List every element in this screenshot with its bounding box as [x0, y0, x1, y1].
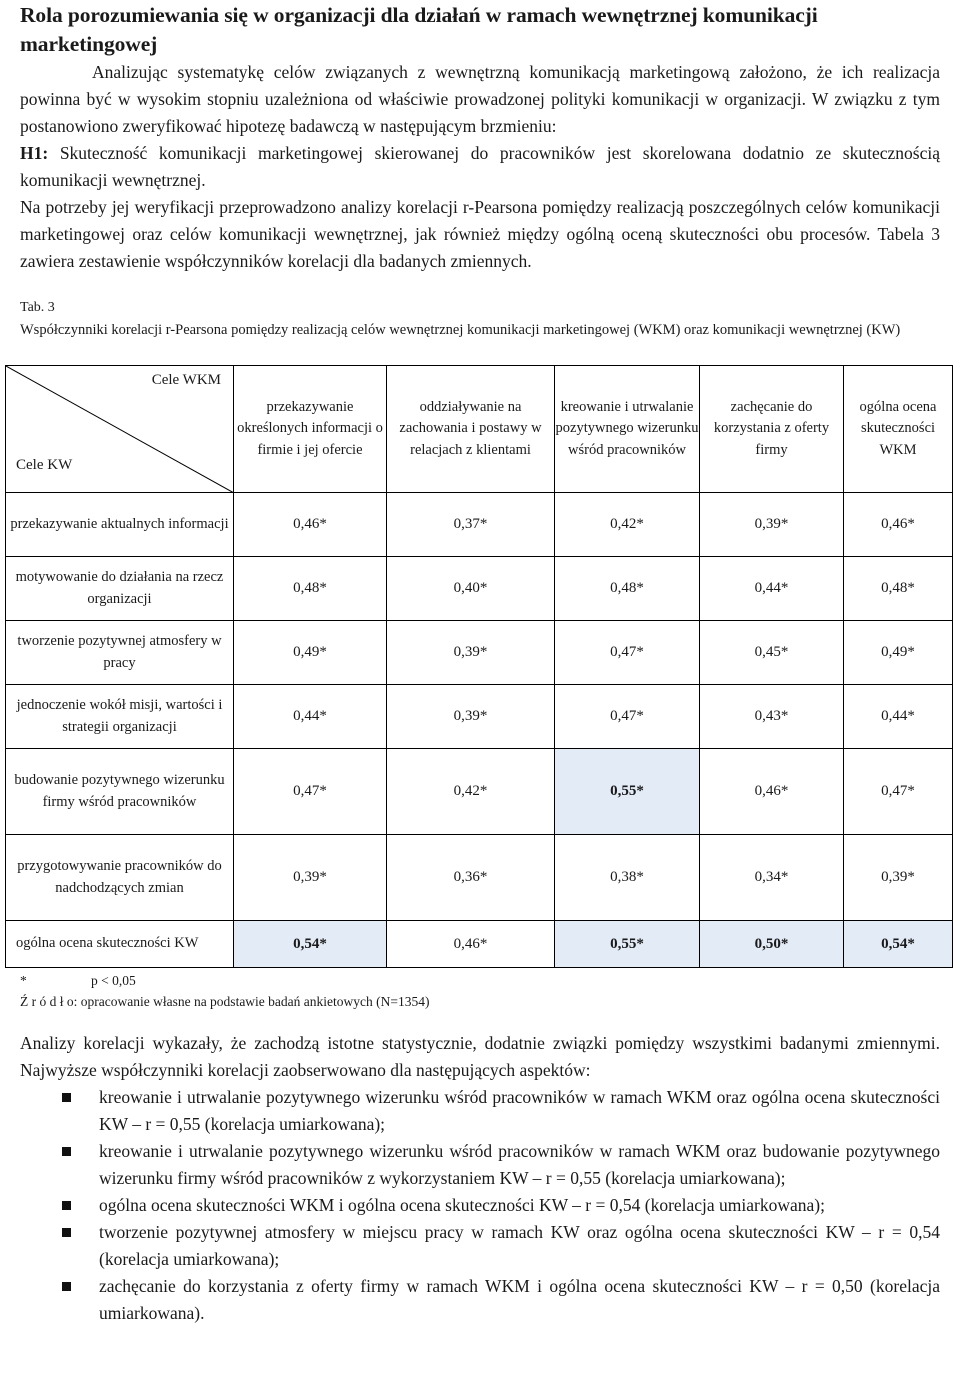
- table-cell: 0,47*: [555, 621, 700, 685]
- row-header: ogólna ocena skuteczności KW: [6, 921, 234, 968]
- list-item-text: ogólna ocena skuteczności WKM i ogólna ocena skuteczności KW – r = 0,54 (korelacja umiarkowana);: [99, 1195, 825, 1215]
- corner-label-kw: Cele KW: [16, 457, 73, 473]
- conclusion-paragraph: Analizy korelacji wykazały, że zachodzą istotne statystycznie, dodatnie związki pomiędzy wszystkimi badanymi zmiennymi. Najwyższe współczynniki korelacji zaobserwowano dla następujących aspektów:: [20, 1033, 940, 1080]
- table-cell: 0,47*: [844, 749, 953, 835]
- note-star: *: [20, 973, 27, 988]
- list-item-text: kreowanie i utrwalanie pozytywnego wizerunku wśród pracowników w ramach WKM oraz ogólna ocena skuteczności KW – r = 0,55 (korelacja umiarkowana);: [99, 1087, 940, 1134]
- hypothesis-text: Skuteczność komunikacji marketingowej skierowanej do pracowników jest skorelowana dodatnio ze skutecznością komunikacji wewnętrznej.: [20, 143, 940, 190]
- bullet-square-icon: [62, 1147, 71, 1156]
- table-cell: 0,48*: [234, 557, 387, 621]
- conclusion-section: [20, 1030, 940, 1327]
- table-cell: 0,49*: [234, 621, 387, 685]
- table-row: [6, 685, 953, 749]
- table-cell: 0,42*: [387, 749, 555, 835]
- table-cell: 0,46*: [844, 493, 953, 557]
- table-cell: 0,38*: [555, 835, 700, 921]
- table-cell: 0,44*: [700, 557, 844, 621]
- table-row: [6, 749, 953, 835]
- table-cell: 0,40*: [387, 557, 555, 621]
- significance-note: [20, 970, 430, 991]
- column-header: zachęcanie do korzystania z oferty firmy: [700, 366, 844, 493]
- list-item: [20, 1084, 940, 1138]
- row-header: przekazywanie aktualnych informacji: [6, 493, 234, 557]
- note-text: p < 0,05: [91, 973, 136, 988]
- table-cell: 0,44*: [844, 685, 953, 749]
- table-header-row: [6, 366, 953, 493]
- method-paragraph: Na potrzeby jej weryfikacji przeprowadzono analizy korelacji r-Pearsona pomiędzy realizacją poszczególnych celów komunikacji marketingowej oraz celów komunikacji wewnętrznej, jak również między ogólną oceną skuteczności obu procesów. Tabela 3 zawiera zestawienie współczynników korelacji dla badanych zmiennych.: [20, 197, 940, 271]
- list-item: [20, 1219, 940, 1273]
- table-cell-highlighted: 0,55*: [555, 921, 700, 968]
- bullet-square-icon: [62, 1201, 71, 1210]
- table-cell: 0,39*: [844, 835, 953, 921]
- list-item: [20, 1192, 940, 1219]
- intro-paragraph: Analizując systematykę celów związanych z wewnętrzną komunikacją marketingową założono, że ich realizacja powinna być w wysokim stopniu uzależniona od właściwie prowadzonej polityki komunikacji w organizacji. W związku z tym postanowiono zweryfikować hipotezę badawczą w następującym brzmieniu:: [20, 62, 940, 136]
- table-corner-cell: [6, 366, 234, 493]
- table-row: [6, 621, 953, 685]
- table-cell: 0,39*: [234, 835, 387, 921]
- bullet-square-icon: [62, 1093, 71, 1102]
- table-cell: 0,48*: [555, 557, 700, 621]
- table-cell: 0,46*: [700, 749, 844, 835]
- table-cell: 0,39*: [387, 685, 555, 749]
- table-row: [6, 835, 953, 921]
- row-header: budowanie pozytywnego wizerunku firmy wśród pracowników: [6, 749, 234, 835]
- table-caption: Współczynniki korelacji r-Pearsona pomiędzy realizacją celów wewnętrznej komunikacji marketingowej (WKM) oraz komunikacji wewnętrznej (KW): [20, 322, 901, 338]
- row-header: jednoczenie wokół misji, wartości i strategii organizacji: [6, 685, 234, 749]
- table-cell-highlighted: 0,50*: [700, 921, 844, 968]
- hypothesis-label: H1:: [20, 143, 49, 163]
- table-cell-highlighted: 0,54*: [844, 921, 953, 968]
- row-header: przygotowywanie pracowników do nadchodzących zmian: [6, 835, 234, 921]
- table-label: Tab. 3: [20, 300, 55, 315]
- list-item: [20, 1138, 940, 1192]
- table-row-total: [6, 921, 953, 968]
- column-header: ogólna ocena skuteczności WKM: [844, 366, 953, 493]
- table-cell: 0,47*: [555, 685, 700, 749]
- table-cell: 0,39*: [387, 621, 555, 685]
- correlation-table: [5, 365, 953, 968]
- column-header: oddziaływanie na zachowania i postawy w relacjach z klientami: [387, 366, 555, 493]
- list-item-text: zachęcanie do korzystania z oferty firmy w ramach WKM i ogólna ocena skuteczności KW – r = 0,50 (korelacja umiarkowana).: [99, 1276, 940, 1323]
- table-source: Ź r ó d ł o: opracowanie własne na podstawie badań ankietowych (N=1354): [20, 994, 430, 1009]
- section-title: Rola porozumiewania się w organizacji dla działań w ramach wewnętrznej komunikacji marketingowej: [20, 3, 818, 56]
- table-cell: 0,39*: [700, 493, 844, 557]
- table-cell: 0,44*: [234, 685, 387, 749]
- table-cell: 0,43*: [700, 685, 844, 749]
- table-cell-highlighted: 0,54*: [234, 921, 387, 968]
- column-header: przekazywanie określonych informacji o firmie i jej ofercie: [234, 366, 387, 493]
- findings-list: [20, 1084, 940, 1327]
- table-cell: 0,48*: [844, 557, 953, 621]
- table-cell: 0,37*: [387, 493, 555, 557]
- table-cell: 0,45*: [700, 621, 844, 685]
- row-header: tworzenie pozytywnej atmosfery w pracy: [6, 621, 234, 685]
- row-header: motywowanie do działania na rzecz organizacji: [6, 557, 234, 621]
- table-cell: 0,34*: [700, 835, 844, 921]
- table-cell: 0,49*: [844, 621, 953, 685]
- table-cell: 0,42*: [555, 493, 700, 557]
- list-item-text: kreowanie i utrwalanie pozytywnego wizerunku wśród pracowników w ramach WKM oraz budowanie pozytywnego wizerunku firmy wśród pracowników z wykorzystaniem KW – r = 0,55 (korelacja umiarkowana);: [99, 1141, 940, 1188]
- table-cell: 0,46*: [387, 921, 555, 968]
- bullet-square-icon: [62, 1228, 71, 1237]
- table-cell: 0,46*: [234, 493, 387, 557]
- list-item: [20, 1273, 940, 1327]
- table-row: [6, 493, 953, 557]
- document-page: [20, 0, 940, 341]
- bullet-square-icon: [62, 1282, 71, 1291]
- list-item-text: tworzenie pozytywnej atmosfery w miejscu pracy w ramach KW oraz ogólna ocena skuteczności KW – r = 0,54 (korelacja umiarkowana);: [99, 1222, 940, 1269]
- table-cell: 0,36*: [387, 835, 555, 921]
- table-cell: 0,47*: [234, 749, 387, 835]
- table-row: [6, 557, 953, 621]
- column-header: kreowanie i utrwalanie pozytywnego wizerunku wśród pracowników: [555, 366, 700, 493]
- corner-label-wkm: Cele WKM: [151, 372, 221, 388]
- table-notes: [20, 970, 430, 1012]
- table-cell-highlighted: 0,55*: [555, 749, 700, 835]
- hypothesis-paragraph: [20, 140, 940, 194]
